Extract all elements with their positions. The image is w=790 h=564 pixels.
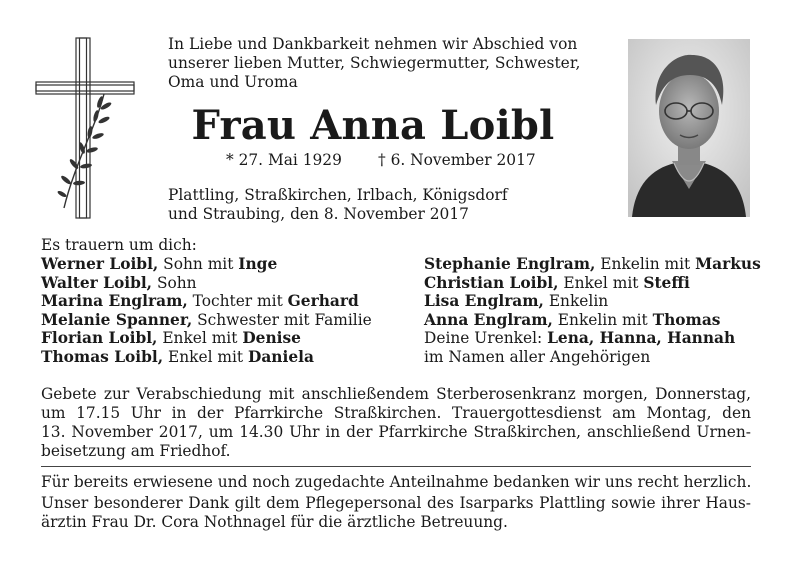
- mourner-entry: Lisa Englram, Enkelin: [424, 292, 609, 310]
- deceased-name: Frau Anna Loibl: [191, 102, 555, 149]
- paragraph-line: um 17.15 Uhr in der Pfarrkirche Straßkirchen. Trauergottesdienst am Montag, den: [41, 404, 751, 422]
- paragraph-line: Gebete zur Verabschiedung mit anschließendem Sterberosenkranz morgen, Donnerstag,: [41, 385, 751, 403]
- paragraph-line: ärztin Frau Dr. Cora Nothnagel für die ärztliche Betreuung.: [41, 513, 508, 531]
- mourners-left-column: [41, 255, 372, 366]
- paragraph-line: Unser besonderer Dank gilt dem Pflegepersonal des Isarparks Plattling sowie ihrer Haus-: [41, 494, 751, 512]
- mourner-entry: Melanie Spanner, Schwester mit Familie: [41, 310, 372, 329]
- mourner-entry: Werner Loibl, Sohn mit Inge: [41, 255, 278, 273]
- mourner-entry: Stephanie Englram, Enkelin mit Markus: [424, 255, 761, 273]
- divider: [41, 466, 751, 467]
- cross-with-branch-icon: [34, 36, 138, 220]
- prayer-paragraph: [41, 385, 751, 461]
- mourner-entry: Christian Loibl, Enkel mit Steffi: [424, 273, 690, 292]
- portrait-photo: [628, 39, 750, 217]
- mourner-entry: Deine Urenkel: Lena, Hanna, Hannah: [424, 329, 736, 347]
- special-thanks-paragraph: [41, 494, 751, 532]
- paragraph-line: beisetzung am Friedhof.: [41, 442, 231, 460]
- mourners-heading: Es trauern um dich:: [41, 236, 197, 254]
- places-line: Plattling, Straßkirchen, Irlbach, Königsdorf: [168, 186, 508, 204]
- thanks-paragraph: [41, 473, 751, 492]
- intro-line: Oma und Uroma: [168, 73, 298, 91]
- places-line: und Straubing, den 8. November 2017: [168, 205, 469, 223]
- death-date: † 6. November 2017: [378, 151, 536, 169]
- paragraph-line: 13. November 2017, um 14.30 Uhr in der Pfarrkirche Straßkirchen, anschließend Urnen-: [41, 423, 751, 441]
- mourners-right-column: [424, 255, 761, 366]
- mourner-entry: Florian Loibl, Enkel mit Denise: [41, 329, 301, 347]
- intro-text: [168, 35, 598, 92]
- mourner-entry: Anna Englram, Enkelin mit Thomas: [424, 310, 721, 329]
- places-and-date: [168, 186, 508, 224]
- intro-line: unserer lieben Mutter, Schwiegermutter, Schwester,: [168, 54, 581, 72]
- mourner-entry: Thomas Loibl, Enkel mit Daniela: [41, 347, 314, 366]
- paragraph-line: Für bereits erwiesene und noch zugedachte Anteilnahme bedanken wir uns recht herzlich.: [41, 473, 752, 491]
- birth-date: * 27. Mai 1929: [226, 151, 342, 169]
- mourner-entry: Marina Englram, Tochter mit Gerhard: [41, 292, 359, 310]
- mourner-entry: im Namen aller Angehörigen: [424, 347, 651, 366]
- mourner-entry: Walter Loibl, Sohn: [41, 273, 197, 292]
- intro-line: In Liebe und Dankbarkeit nehmen wir Abschied von: [168, 35, 578, 53]
